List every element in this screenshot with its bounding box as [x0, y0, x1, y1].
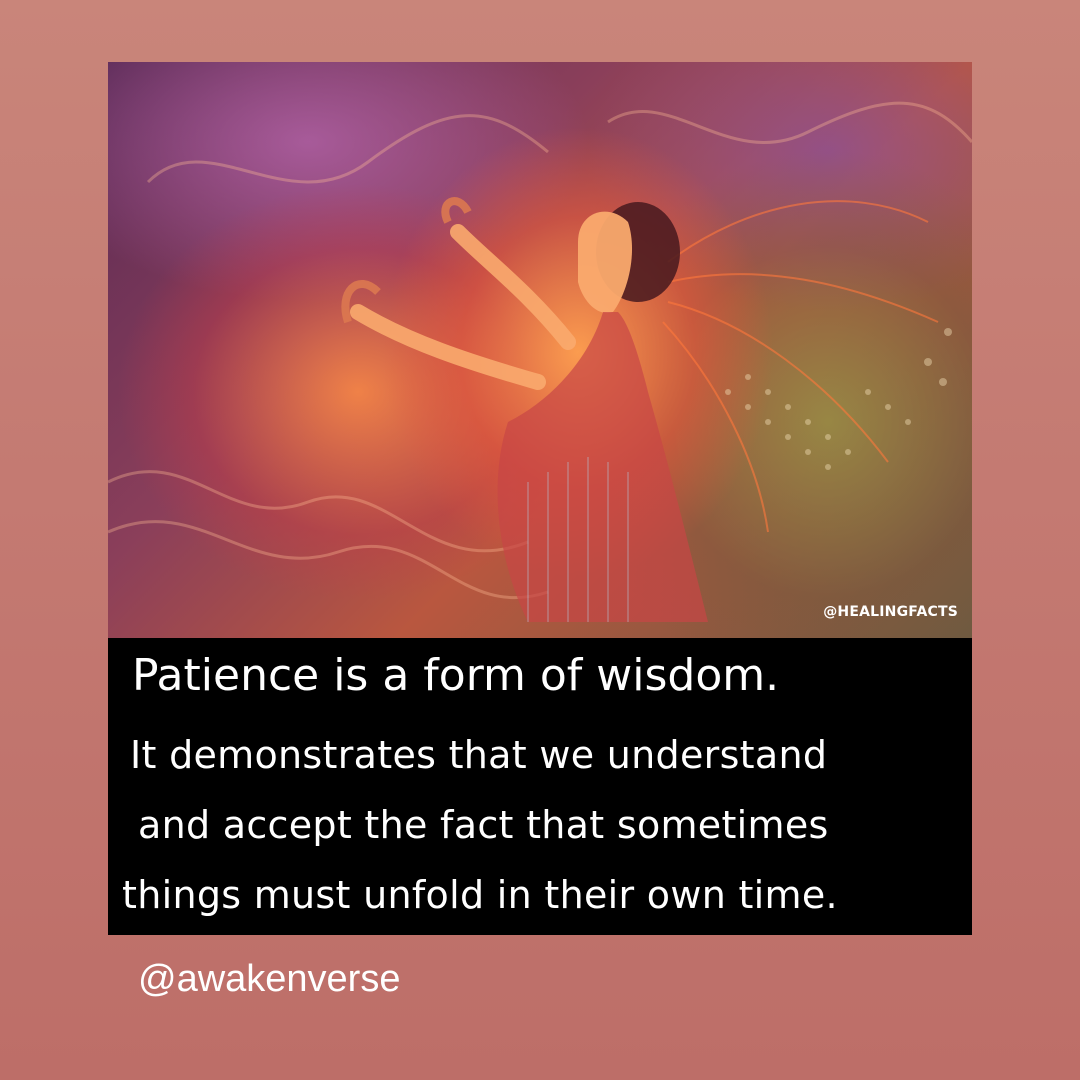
account-handle[interactable]: @awakenverse — [138, 958, 401, 1000]
artwork-image — [108, 62, 972, 638]
artwork-illustration — [108, 62, 972, 638]
watermark-healingfacts: @HEALINGFACTS — [823, 604, 958, 620]
quote-box — [108, 638, 972, 935]
quote-line-4: things must unfold in their own time. — [122, 873, 838, 917]
quote-line-2: It demonstrates that we understand — [130, 733, 828, 777]
quote-line-1: Patience is a form of wisdom. — [132, 650, 780, 701]
post-card — [108, 62, 972, 935]
quote-line-3: and accept the fact that sometimes — [138, 803, 829, 847]
